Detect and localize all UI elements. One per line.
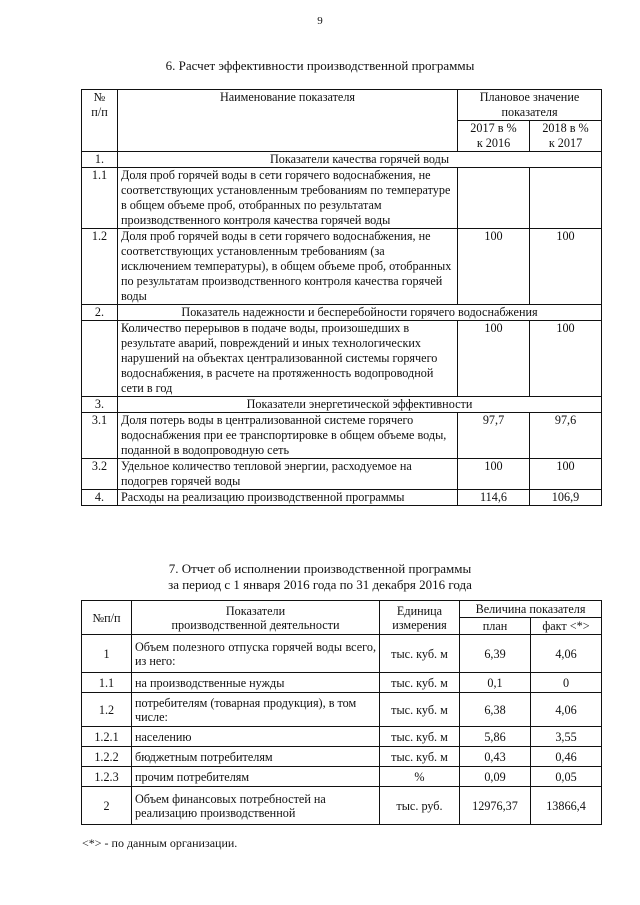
report-header-plan: план	[460, 618, 531, 635]
report-row	[82, 767, 602, 787]
efficiency-header-row	[82, 90, 602, 121]
value-2018: 100	[530, 459, 602, 490]
report-header-value: Величина показателя	[460, 601, 602, 618]
indicator-label: Доля проб горячей воды в сети горячего водоснабжения, не соответствующих установленным требованиям (за исключением температуры), в общем объеме проб, отобранных по результатам производственного контроля качества горячей воды	[118, 229, 458, 305]
row-number: 4.	[82, 490, 118, 506]
report-row-number: 1.2.1	[82, 727, 132, 747]
indicator-row	[82, 490, 602, 506]
indicator-row	[82, 459, 602, 490]
report-row-label: на производственные нужды	[132, 673, 380, 693]
report-header-indicators: Показатели производственной деятельности	[132, 601, 380, 635]
group-row	[82, 152, 602, 168]
section7-title	[0, 561, 640, 593]
value-2018: 97,6	[530, 413, 602, 459]
value-2017: 114,6	[458, 490, 530, 506]
row-number: 3.	[82, 397, 118, 413]
indicator-label: Доля проб горячей воды в сети горячего водоснабжения, не соответствующих установленным требованиям по температуре в общем объеме проб, отобранных по результатам производственного контроля качества горячей воды	[118, 168, 458, 229]
indicator-label: Расходы на реализацию производственной программы	[118, 490, 458, 506]
report-row-number: 1.1	[82, 673, 132, 693]
header-no: № п/п	[82, 90, 118, 152]
report-row-number: 2	[82, 787, 132, 825]
report-row-unit: тыс. куб. м	[380, 747, 460, 767]
section7-title-line2: за период с 1 января 2016 года по 31 декабря 2016 года	[168, 577, 472, 592]
efficiency-table	[81, 89, 602, 506]
row-number: 1.2	[82, 229, 118, 305]
value-2017: 97,7	[458, 413, 530, 459]
row-number: 3.1	[82, 413, 118, 459]
report-row-unit: тыс. куб. м	[380, 673, 460, 693]
report-row	[82, 635, 602, 673]
report-row-label: потребителям (товарная продукция), в том числе:	[132, 693, 380, 727]
report-row-label: бюджетным потребителям	[132, 747, 380, 767]
value-2017: 100	[458, 229, 530, 305]
group-row	[82, 397, 602, 413]
row-number	[82, 321, 118, 397]
report-row-unit: %	[380, 767, 460, 787]
row-number: 2.	[82, 305, 118, 321]
report-row	[82, 727, 602, 747]
report-row	[82, 693, 602, 727]
report-header-row	[82, 601, 602, 618]
report-row-fact: 3,55	[531, 727, 602, 747]
report-row-label: прочим потребителям	[132, 767, 380, 787]
report-row-fact: 13866,4	[531, 787, 602, 825]
report-table	[81, 600, 602, 825]
report-row	[82, 747, 602, 767]
report-row-number: 1	[82, 635, 132, 673]
group-label: Показатели качества горячей воды	[118, 152, 602, 168]
indicator-row	[82, 413, 602, 459]
value-2017: 100	[458, 321, 530, 397]
report-row-fact: 4,06	[531, 635, 602, 673]
report-row-unit: тыс. куб. м	[380, 693, 460, 727]
report-row-number: 1.2.3	[82, 767, 132, 787]
group-label: Показатели энергетической эффективности	[118, 397, 602, 413]
footnote: <*> - по данным организации.	[82, 836, 238, 850]
report-row-fact: 0,46	[531, 747, 602, 767]
report-row-plan: 0,43	[460, 747, 531, 767]
report-header-unit: Единица измерения	[380, 601, 460, 635]
indicator-row	[82, 168, 602, 229]
report-row	[82, 787, 602, 825]
group-label: Показатель надежности и бесперебойности горячего водоснабжения	[118, 305, 602, 321]
indicator-label: Доля потерь воды в централизованной системе горячего водоснабжения при ее транспортировке в общем объеме воды, поданной в водопроводную сеть	[118, 413, 458, 459]
row-number: 1.1	[82, 168, 118, 229]
report-row-plan: 5,86	[460, 727, 531, 747]
header-2018: 2018 в % к 2017	[530, 121, 602, 152]
header-plan: Плановое значение показателя	[458, 90, 602, 121]
value-2018: 100	[530, 321, 602, 397]
report-row-unit: тыс. куб. м	[380, 635, 460, 673]
report-row-label: Объем финансовых потребностей на реализацию производственной	[132, 787, 380, 825]
indicator-row	[82, 229, 602, 305]
section7-title-line1: 7. Отчет об исполнении производственной программы	[168, 561, 472, 576]
report-header-no: №п/п	[82, 601, 132, 635]
group-row	[82, 305, 602, 321]
report-row-fact: 0	[531, 673, 602, 693]
report-row-label: населению	[132, 727, 380, 747]
header-2017: 2017 в % к 2016	[458, 121, 530, 152]
row-number: 3.2	[82, 459, 118, 490]
value-2018	[530, 168, 602, 229]
page-number: 9	[317, 15, 323, 27]
indicator-label: Удельное количество тепловой энергии, расходуемое на подогрев горячей воды	[118, 459, 458, 490]
report-header-fact: факт <*>	[531, 618, 602, 635]
value-2018: 106,9	[530, 490, 602, 506]
report-row-plan: 12976,37	[460, 787, 531, 825]
header-name: Наименование показателя	[118, 90, 458, 152]
report-row-plan: 6,38	[460, 693, 531, 727]
report-row-unit: тыс. куб. м	[380, 727, 460, 747]
value-2017: 100	[458, 459, 530, 490]
indicator-label: Количество перерывов в подаче воды, произошедших в результате аварий, повреждений и иных технологических нарушений на объектах централизованной системы горячего водоснабжения, в расчете на протяженность водопроводной сети в год	[118, 321, 458, 397]
report-row-fact: 0,05	[531, 767, 602, 787]
value-2017	[458, 168, 530, 229]
report-row-fact: 4,06	[531, 693, 602, 727]
value-2018: 100	[530, 229, 602, 305]
report-row-number: 1.2.2	[82, 747, 132, 767]
indicator-row	[82, 321, 602, 397]
section6-title: 6. Расчет эффективности производственной программы	[165, 58, 475, 73]
report-row-plan: 6,39	[460, 635, 531, 673]
report-row-plan: 0,1	[460, 673, 531, 693]
report-row	[82, 673, 602, 693]
report-row-label: Объем полезного отпуска горячей воды всего, из него:	[132, 635, 380, 673]
report-row-number: 1.2	[82, 693, 132, 727]
row-number: 1.	[82, 152, 118, 168]
report-row-plan: 0,09	[460, 767, 531, 787]
report-row-unit: тыс. руб.	[380, 787, 460, 825]
